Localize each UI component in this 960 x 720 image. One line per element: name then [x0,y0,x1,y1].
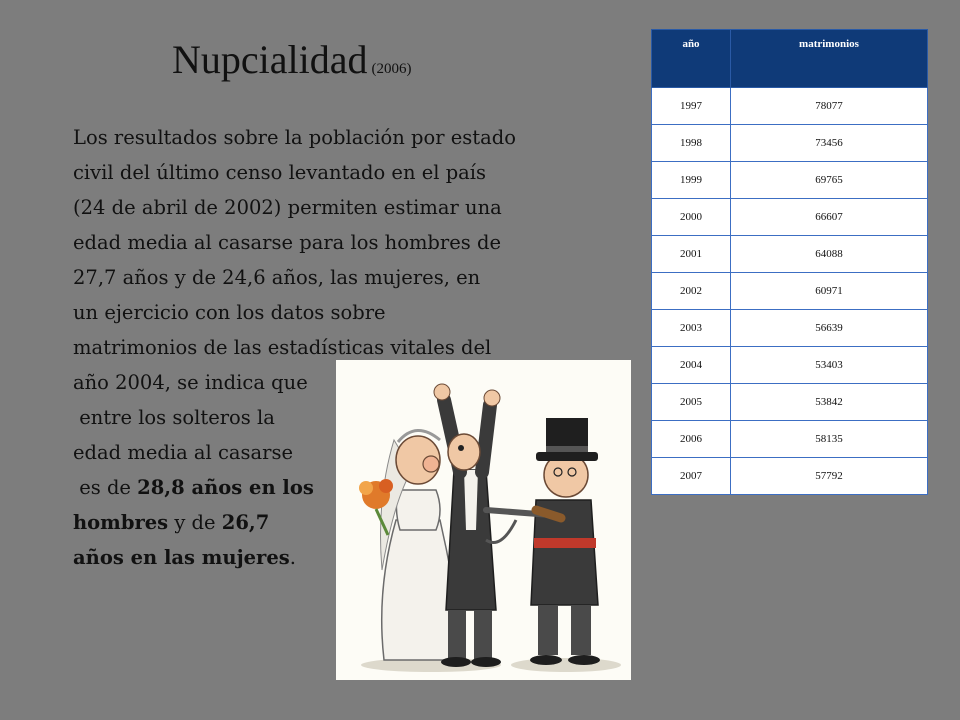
title-main: Nupcialidad [172,37,368,82]
cell-year: 2006 [652,421,731,458]
table-row [652,88,928,125]
body-bold-segment: 28,8 años en los [137,476,314,499]
table-row [652,347,928,384]
cell-marriages: 53403 [731,347,928,384]
table-header-row [652,30,928,88]
cell-year: 2000 [652,199,731,236]
cell-marriages: 64088 [731,236,928,273]
cell-year: 1997 [652,88,731,125]
col-header-year: año [652,30,731,88]
table-row [652,421,928,458]
table-row [652,384,928,421]
body-line: Los resultados sobre la población por estado [73,126,516,149]
cell-year: 1998 [652,125,731,162]
body-line: matrimonios de las estadísticas vitales del [73,336,492,359]
page-title [172,36,412,83]
body-line: (24 de abril de 2002) permiten estimar una [73,196,502,219]
body-line: edad media al casarse para los hombres de [73,231,502,254]
table-row [652,125,928,162]
body-bold-segment: años en las mujeres [73,546,290,569]
table-row [652,162,928,199]
body-bold-segment: 26,7 [221,511,270,534]
cell-marriages: 53842 [731,384,928,421]
body-line: entre los solteros la [73,406,275,429]
table-row [652,236,928,273]
cell-year: 2005 [652,384,731,421]
cell-marriages: 66607 [731,199,928,236]
table-row [652,310,928,347]
cell-year: 2002 [652,273,731,310]
body-bold-segment: hombres [73,511,169,534]
body-line: edad media al casarse [73,441,294,464]
cell-year: 2001 [652,236,731,273]
wedding-cartoon-image [336,360,631,680]
table-row [652,458,928,495]
cell-year: 1999 [652,162,731,199]
cell-year: 2007 [652,458,731,495]
wedding-cartoon-icon [336,360,631,680]
title-year: (2006) [371,61,412,77]
cell-marriages: 73456 [731,125,928,162]
body-line: año 2004, se indica que [73,371,308,394]
marriages-table [651,29,928,495]
table-row [652,199,928,236]
cell-marriages: 56639 [731,310,928,347]
body-line: civil del último censo levantado en el país [73,161,487,184]
body-line: 27,7 años y de 24,6 años, las mujeres, en [73,266,481,289]
cell-marriages: 60971 [731,273,928,310]
cell-marriages: 57792 [731,458,928,495]
cell-year: 2004 [652,347,731,384]
body-line: un ejercicio con los datos sobre [73,301,386,324]
cell-year: 2003 [652,310,731,347]
body-text-segment: . [289,546,296,569]
cell-marriages: 58135 [731,421,928,458]
cell-marriages: 69765 [731,162,928,199]
body-text-segment: y de [168,511,222,534]
cell-marriages: 78077 [731,88,928,125]
col-header-marriages: matrimonios [731,30,928,88]
body-text-segment: es de [73,476,138,499]
table-row [652,273,928,310]
